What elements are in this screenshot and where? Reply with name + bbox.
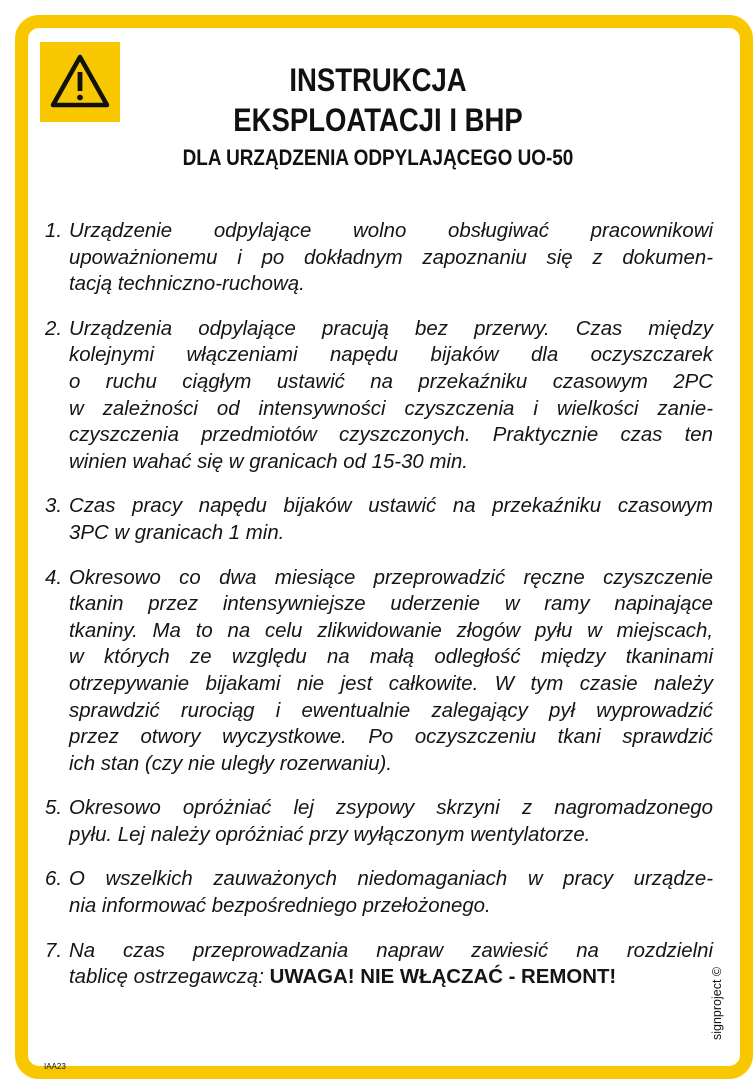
item-line: Czas pracy napędu bijaków ustawić na przekaźniku czasowym xyxy=(69,495,713,518)
instruction-item-1 xyxy=(45,218,713,298)
item-number: 5. xyxy=(45,797,63,820)
title-subtitle: DLA URZĄDZENIA ODPYLAJĄCEGO UO-50 xyxy=(182,145,574,170)
item-line: sprawdzić rurociąg i ewentualnie zalegający pył wyprowadzić xyxy=(69,699,713,722)
item-text xyxy=(69,316,713,476)
item-line: w których ze względu na małą odległość między tkaninami xyxy=(69,646,713,669)
item-line: tkanin przez intensywniejsze uderzenie w ramy napinające xyxy=(69,593,713,616)
warning-sign xyxy=(40,42,120,122)
item-line: O wszelkich zauważonych niedomaganiach w pracy urządze- xyxy=(69,868,713,891)
instruction-item-4 xyxy=(45,565,713,778)
item-line: winien wahać się w granicach od 15-30 min. xyxy=(69,450,468,473)
item-line: przez otwory wyczystkowe. Po oczyszczeniu tkani sprawdzić xyxy=(69,726,713,749)
sign-title xyxy=(120,60,636,172)
item-line: Okresowo opróżniać lej zsypowy skrzyni z nagromadzonego xyxy=(69,797,713,820)
item-text xyxy=(69,795,713,848)
instruction-item-6 xyxy=(45,866,713,919)
item-line: nia informować bezpośredniego przełożonego. xyxy=(69,895,491,918)
item-text xyxy=(69,493,713,546)
item-number: 3. xyxy=(45,495,63,518)
item-line: Urządzenia odpylające pracują bez przerwy. Czas między xyxy=(69,317,713,340)
item-line: 3PC w granicach 1 min. xyxy=(69,521,285,544)
item-text xyxy=(69,218,713,298)
item-number: 1. xyxy=(45,220,63,242)
warning-triangle-icon xyxy=(49,53,111,109)
item-line: otrzepywanie bijakami nie jest całkowite. W tym czasie należy xyxy=(69,672,713,695)
remont-warning: UWAGA! NIE WŁĄCZAĆ - REMONT! xyxy=(269,966,617,989)
item-number: 7. xyxy=(45,939,63,962)
item-line: Okresowo co dwa miesiące przeprowadzić ręczne czyszczenie xyxy=(69,566,713,589)
item-line: o ruchu ciągłym ustawić na przekaźniku czasowym 2PC xyxy=(69,370,713,393)
item-line: ich stan (czy nie uległy rozerwaniu). xyxy=(69,752,392,775)
item-number: 4. xyxy=(45,566,63,589)
item-line: tacją techniczno-ruchową. xyxy=(69,273,305,296)
item-number: 2. xyxy=(45,317,63,340)
item-line: upoważnionemu i po dokładnym zapoznaniu się z dokumen- xyxy=(69,246,713,269)
item-line: tablicę ostrzegawczą: xyxy=(69,966,270,989)
item-line: w zależności od intensywności czyszczenia i wielkości zanie- xyxy=(69,397,713,420)
item-line: Na czas przeprowadzania napraw zawiesić na rozdzielni xyxy=(69,939,713,962)
instruction-list xyxy=(45,218,713,1009)
item-line-with-emphasis xyxy=(69,964,713,991)
item-text xyxy=(69,938,713,991)
item-line: kolejnymi włączeniami napędu bijaków dla oczyszczarek xyxy=(69,344,713,367)
item-line: czyszczenia przedmiotów czyszczonych. Praktycznie czas ten xyxy=(69,424,713,447)
instruction-item-7 xyxy=(45,938,713,991)
item-text xyxy=(69,565,713,778)
copyright-text: signproject © xyxy=(710,966,724,1040)
item-number: 6. xyxy=(45,868,63,891)
item-line: pyłu. Lej należy opróżniać przy wyłączonym wentylatorze. xyxy=(69,823,591,846)
instruction-item-5 xyxy=(45,795,713,848)
instruction-item-3 xyxy=(45,493,713,546)
instruction-item-2 xyxy=(45,316,713,476)
product-code: IAA23 xyxy=(44,1062,66,1071)
item-line: tkaniny. Ma to na celu zlikwidowanie złogów pyłu w miejscach, xyxy=(69,619,713,642)
item-text xyxy=(69,866,713,919)
title-line-2: EKSPLOATACJI I BHP xyxy=(233,102,523,138)
title-line-1: INSTRUKCJA xyxy=(289,62,467,98)
item-line: Urządzenie odpylające wolno obsługiwać pracownikowi xyxy=(69,220,713,242)
